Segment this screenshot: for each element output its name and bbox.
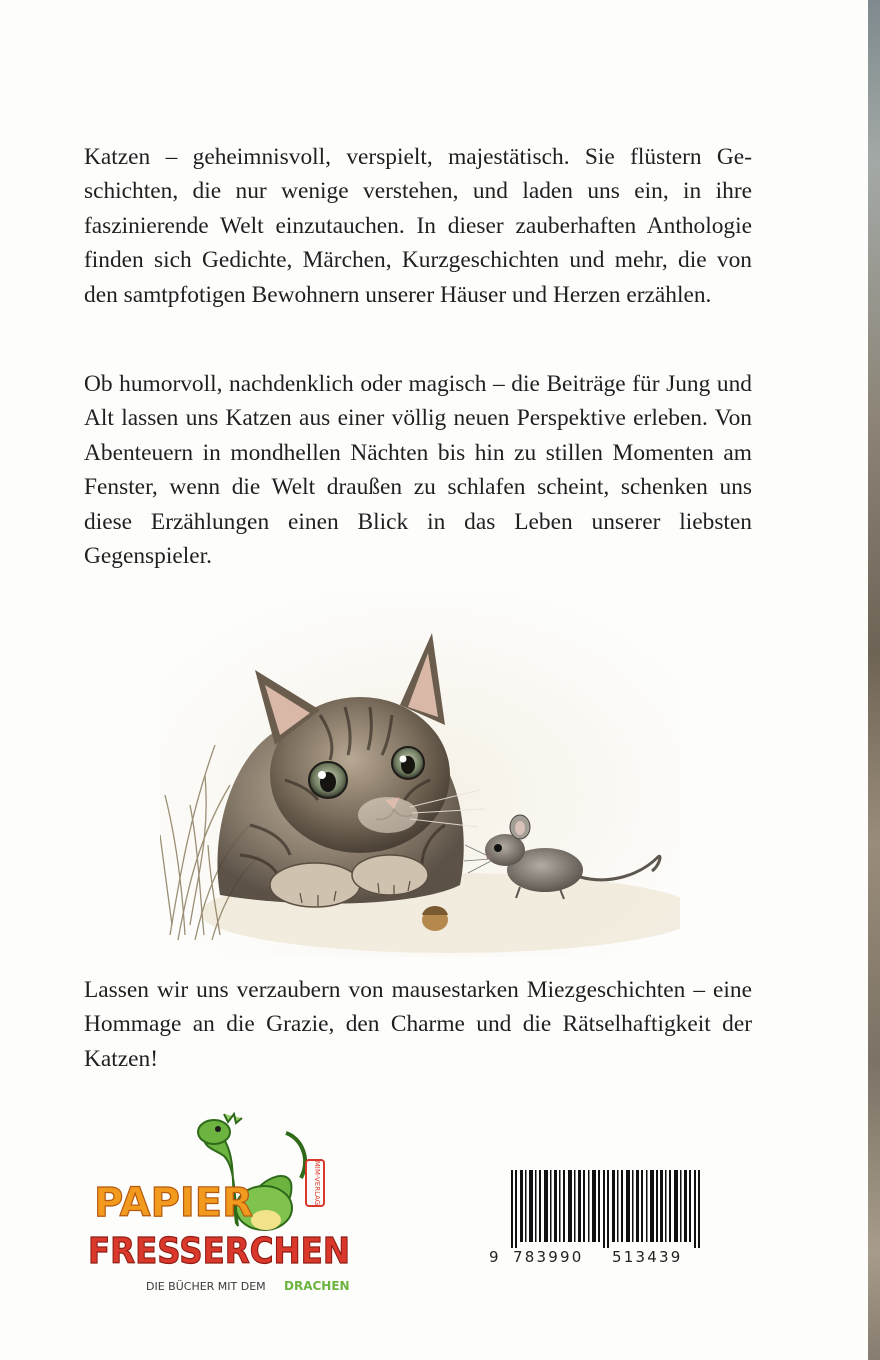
publisher-logo xyxy=(86,1108,356,1298)
barcode-bars xyxy=(487,1170,717,1248)
publisher-tagline-prefix: DIE BÜCHER MIT DEM xyxy=(146,1280,266,1293)
publisher-name-line-2: FRESSERCHEN xyxy=(88,1231,350,1272)
blurb-paragraph-1: Katzen – geheimnisvoll, verspielt, majestätisch. Sie flüstern Geschichten, die nur wenige verstehen, und laden uns ein, in ihre faszinierende Welt einzutauchen. In dieser zauberhaften Anthologie finden sich Gedichte, Märchen, Kurzgeschichten und mehr, die von den samtpfotigen Bewohnern unserer Häuser und Herzen erzählen. xyxy=(84,144,752,308)
barcode-digit-first: 9 xyxy=(489,1248,500,1266)
publisher-tagline-highlight: DRACHEN xyxy=(284,1279,350,1293)
barcode-digits-right: 513439 xyxy=(612,1248,683,1266)
publisher-name-line-1: PAPIER xyxy=(94,1180,253,1226)
spine-edge xyxy=(868,0,880,1360)
blurb-paragraph-3: Lassen wir uns verzaubern von mausestarken Miezgeschichten – eine Hommage an die Grazie, den Charme und die Rätselhaftigkeit der Katzen! xyxy=(84,977,752,1072)
imprint-badge xyxy=(306,1160,324,1206)
blurb-paragraph-2: Ob humorvoll, nachdenklich oder magisch – die Beiträge für Jung und Alt lassen uns Katzen aus einer völlig neuen Perspektive erleben. Von Abenteuern in mondhellen Nächten bis hin zu stillen Momenten am Fenster, wenn die Welt draußen zu schlafen scheint, schenken uns diese Erzählungen einen Blick in das Leben unserer liebsten Gegenspieler. xyxy=(84,371,752,570)
kitten-and-mouse-illustration xyxy=(160,595,680,957)
barcode-digits-left: 783990 xyxy=(513,1248,584,1266)
acorn xyxy=(422,906,448,931)
imprint-badge-text: MIM-VERLAG xyxy=(313,1160,321,1206)
isbn-barcode xyxy=(487,1170,717,1275)
